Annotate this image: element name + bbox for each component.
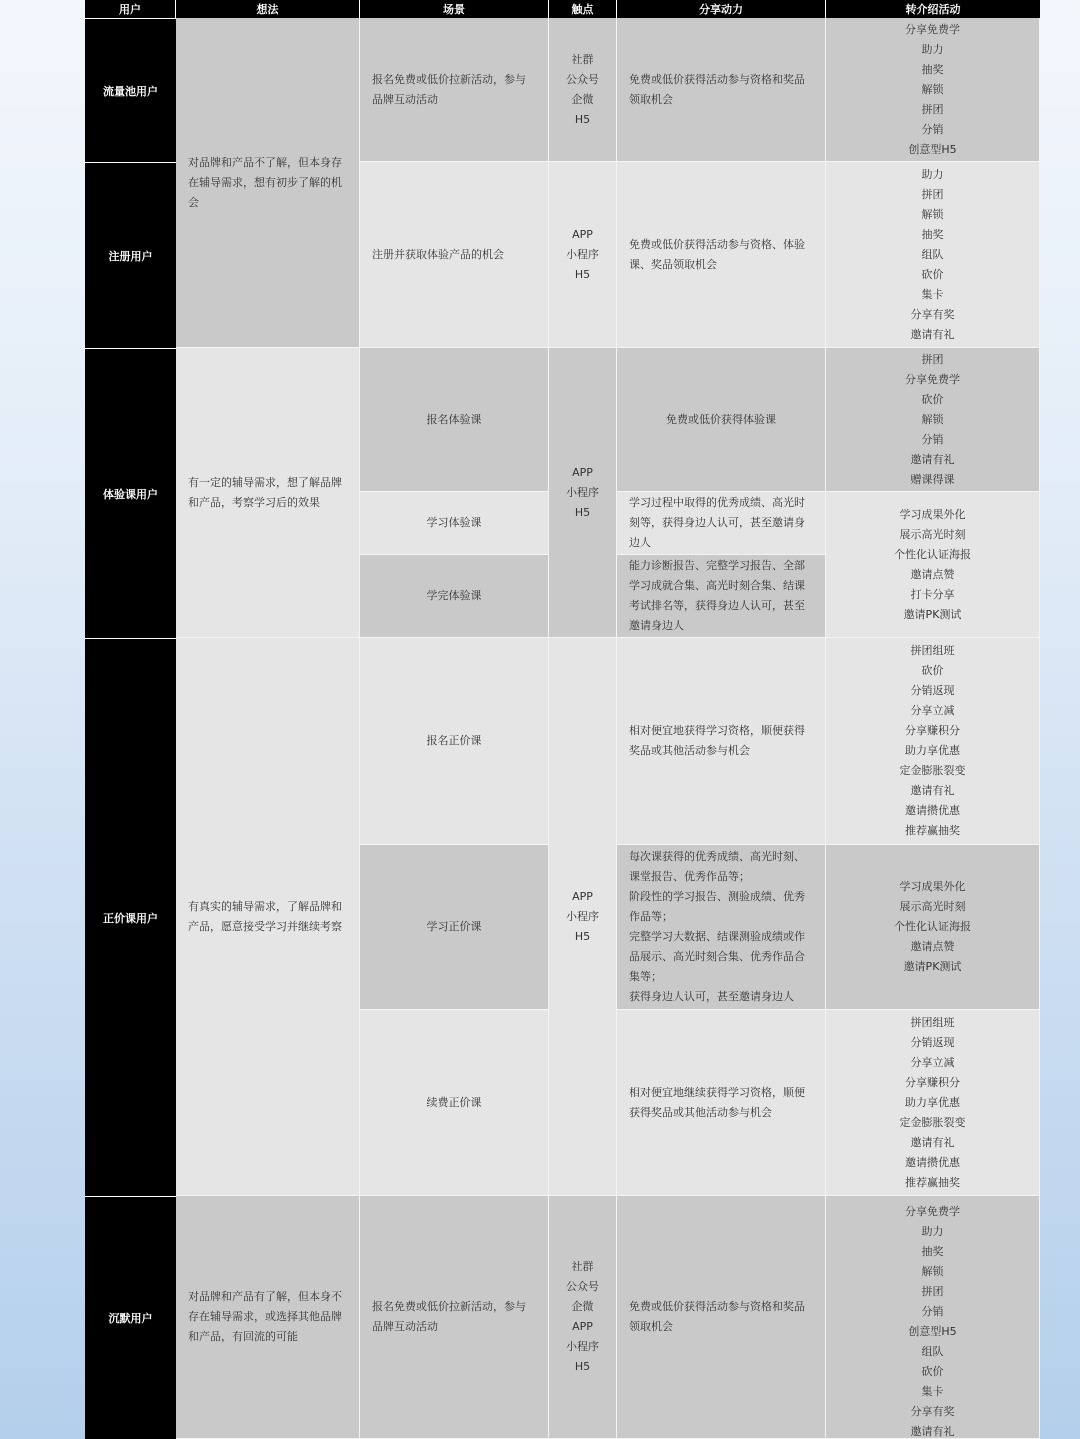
- header-referral-activities: 转介绍活动: [826, 0, 1040, 18]
- motive-learn-trial: 学习过程中取得的优秀成绩、高光时刻等，获得身边人认可，甚至邀请身边人: [617, 492, 826, 555]
- header-share-motive: 分享动力: [617, 0, 826, 18]
- user-traffic-pool: 流量池用户: [85, 18, 176, 162]
- scene-learn-paid: 学习正价课: [360, 845, 549, 1010]
- motive-signup-trial: 免费或低价获得体验课: [617, 348, 826, 492]
- header-scene: 场景: [360, 0, 549, 18]
- activities-traffic-pool: 分享免费学 助力 抽奖 解锁 拼团 分销 创意型H5: [826, 18, 1040, 162]
- scene-registered: 注册并获取体验产品的机会: [360, 162, 549, 348]
- motive-registered: 免费或低价获得活动参与资格、体验课、奖品领取机会: [617, 162, 826, 348]
- touchpoint-traffic-pool: 社群 公众号 企微 H5: [549, 18, 617, 162]
- header-touchpoint: 触点: [549, 0, 617, 18]
- touchpoint-paid-course: APP 小程序 H5: [549, 638, 617, 1196]
- touchpoint-silent: 社群 公众号 企微 APP 小程序 H5: [549, 1196, 617, 1439]
- idea-traffic-registered: 对品牌和产品不了解，但本身存在辅导需求，想有初步了解的机会: [176, 18, 360, 348]
- activities-renew-paid: 拼团组班 分销返现 分享立减 分享赚积分 助力享优惠 定金膨胀裂变 邀请有礼 邀请攒优惠 推荐赢抽奖: [826, 1010, 1040, 1196]
- activities-silent: 分享免费学 助力 抽奖 解锁 拼团 分销 创意型H5 组队 砍价 集卡 分享有奖 邀请有礼: [826, 1196, 1040, 1439]
- scene-renew-paid: 续费正价课: [360, 1010, 549, 1196]
- activities-learn-paid: 学习成果外化 展示高光时刻 个性化认证海报 邀请点赞 邀请PK测试: [826, 845, 1040, 1010]
- user-trial-course: 体验课用户: [85, 348, 176, 638]
- motive-renew-paid: 相对便宜地继续获得学习资格，顺便获得奖品或其他活动参与机会: [617, 1010, 826, 1196]
- user-registered: 注册用户: [85, 162, 176, 348]
- scene-traffic-pool: 报名免费或低价拉新活动，参与品牌互动活动: [360, 18, 549, 162]
- scene-signup-paid: 报名正价课: [360, 638, 549, 845]
- activities-learn-finish-trial: 学习成果外化 展示高光时刻 个性化认证海报 邀请点赞 打卡分享 邀请PK测试: [826, 492, 1040, 638]
- header-user: 用户: [85, 0, 176, 18]
- user-silent: 沉默用户: [85, 1196, 176, 1439]
- activities-signup-trial: 拼团 分享免费学 砍价 解锁 分销 邀请有礼 赠课得课: [826, 348, 1040, 492]
- activities-signup-paid: 拼团组班 砍价 分销返现 分享立减 分享赚积分 助力享优惠 定金膨胀裂变 邀请有礼 邀请攒优惠 推荐赢抽奖: [826, 638, 1040, 845]
- scene-silent: 报名免费或低价拉新活动，参与品牌互动活动: [360, 1196, 549, 1439]
- user-paid-course: 正价课用户: [85, 638, 176, 1196]
- motive-silent: 免费或低价获得活动参与资格和奖品领取机会: [617, 1196, 826, 1439]
- scene-signup-trial: 报名体验课: [360, 348, 549, 492]
- activities-registered: 助力 拼团 解锁 抽奖 组队 砍价 集卡 分享有奖 邀请有礼: [826, 162, 1040, 348]
- motive-finish-trial: 能力诊断报告、完整学习报告、全部学习成就合集、高光时刻合集、结课考试排名等，获得身边人认可，甚至邀请身边人: [617, 555, 826, 638]
- idea-trial-course: 有一定的辅导需求，想了解品牌和产品，考察学习后的效果: [176, 348, 360, 638]
- motive-signup-paid: 相对便宜地获得学习资格，顺便获得奖品或其他活动参与机会: [617, 638, 826, 845]
- scene-learn-trial: 学习体验课: [360, 492, 549, 555]
- scene-finish-trial: 学完体验课: [360, 555, 549, 638]
- idea-paid-course: 有真实的辅导需求，了解品牌和产品，愿意接受学习并继续考察: [176, 638, 360, 1196]
- motive-traffic-pool: 免费或低价获得活动参与资格和奖品领取机会: [617, 18, 826, 162]
- touchpoint-registered: APP 小程序 H5: [549, 162, 617, 348]
- header-idea: 想法: [176, 0, 360, 18]
- motive-learn-paid: 每次课获得的优秀成绩、高光时刻、课堂报告、优秀作品等； 阶段性的学习报告、测验成绩、优秀作品等； 完整学习大数据、结课测验成绩或作品展示、高光时刻合集、优秀作品合集等； 获得身边人认可，甚至邀请身边人: [617, 845, 826, 1010]
- idea-silent: 对品牌和产品有了解，但本身不存在辅导需求，或选择其他品牌和产品，有回流的可能: [176, 1196, 360, 1439]
- touchpoint-trial-course: APP 小程序 H5: [549, 348, 617, 638]
